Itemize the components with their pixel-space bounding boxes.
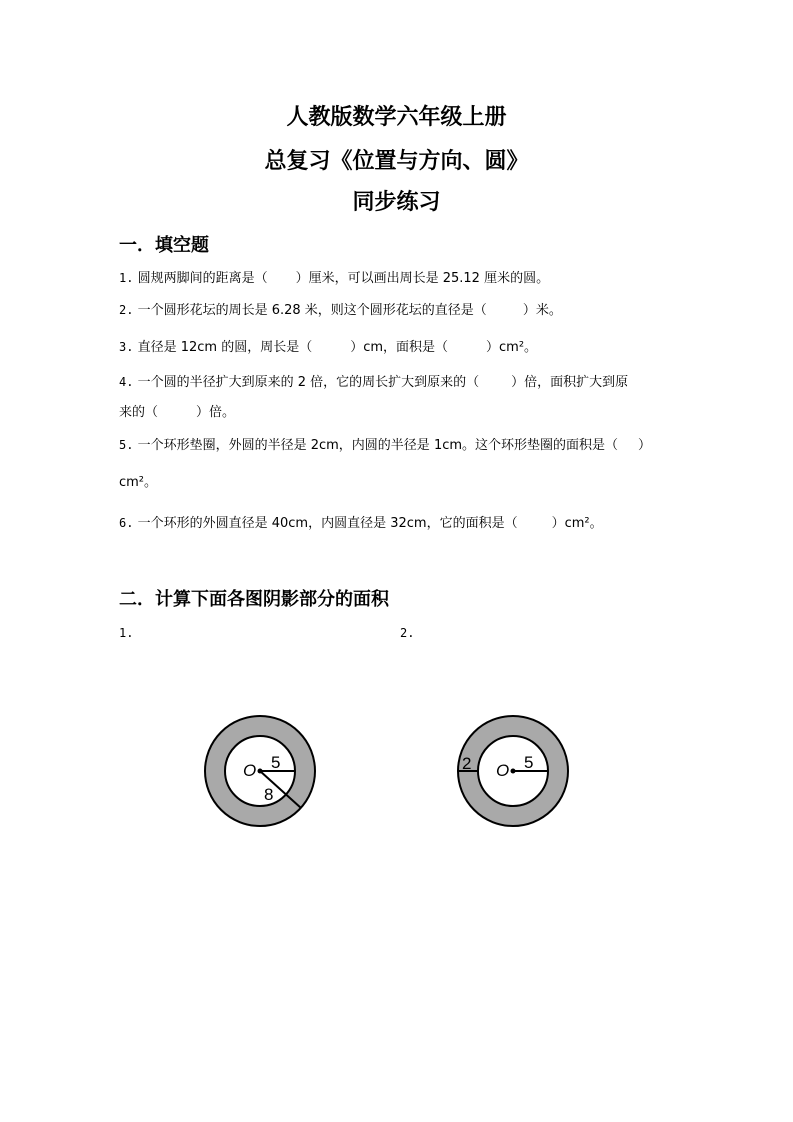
question-number: 3. (119, 340, 134, 354)
outer-radius-label: 8 (264, 785, 274, 804)
question-text: 圆规两脚间的距离是（ (137, 271, 268, 286)
inner-radius-label: 5 (524, 753, 534, 772)
question-text: ）倍，面积扩大到原 (511, 375, 629, 390)
question-text: 直径是 12cm 的圆，周长是（ (137, 340, 313, 355)
center-label: O (243, 761, 257, 780)
question-text: ）倍。 (196, 405, 236, 420)
doc-title-line1: 人教版数学六年级上册 (286, 104, 507, 130)
question-text: 一个环形的外圆直径是 40cm，内圆直径是 32cm，它的面积是（ (137, 516, 518, 531)
figure-1-number: 1. (119, 626, 134, 640)
section1-heading: 一．填空题 (119, 235, 209, 256)
question-text: 来的（ (119, 405, 159, 420)
section2-heading: 二．计算下面各图阴影部分的面积 (119, 589, 389, 610)
question-text: 一个圆形花坛的周长是 6.28 米，则这个圆形花坛的直径是（ (137, 303, 487, 318)
question-number: 2. (119, 303, 134, 317)
question-number: 5. (119, 438, 134, 452)
question-text: ）cm，面积是（ (350, 340, 449, 355)
question-number: 1. (119, 271, 134, 285)
figure-1 (205, 716, 315, 826)
question-number: 4. (119, 375, 134, 389)
question-text: ）米。 (522, 303, 562, 318)
question-text: cm²。 (119, 475, 158, 490)
question-text: 一个圆的半径扩大到原来的 2 倍，它的周长扩大到原来的（ (137, 375, 480, 390)
figure-2 (458, 716, 568, 826)
ring-width-label: 2 (462, 754, 472, 773)
doc-title-line3: 同步练习 (352, 189, 441, 215)
doc-title-line2: 总复习《位置与方向、圆》 (264, 148, 529, 174)
question-text: ） (638, 438, 652, 453)
question-text: ）cm²。 (486, 340, 538, 355)
question-text: ）cm²。 (551, 516, 603, 531)
center-label: O (496, 761, 510, 780)
figure-2-number: 2. (400, 626, 415, 640)
inner-radius-label: 5 (271, 753, 281, 772)
question-text: 一个环形垫圈，外圆的半径是 2cm，内圆的半径是 1cm。这个环形垫圈的面积是（ (137, 438, 619, 453)
question-number: 6. (119, 516, 134, 530)
question-text: ）厘米，可以画出周长是 25.12 厘米的圆。 (295, 271, 550, 286)
